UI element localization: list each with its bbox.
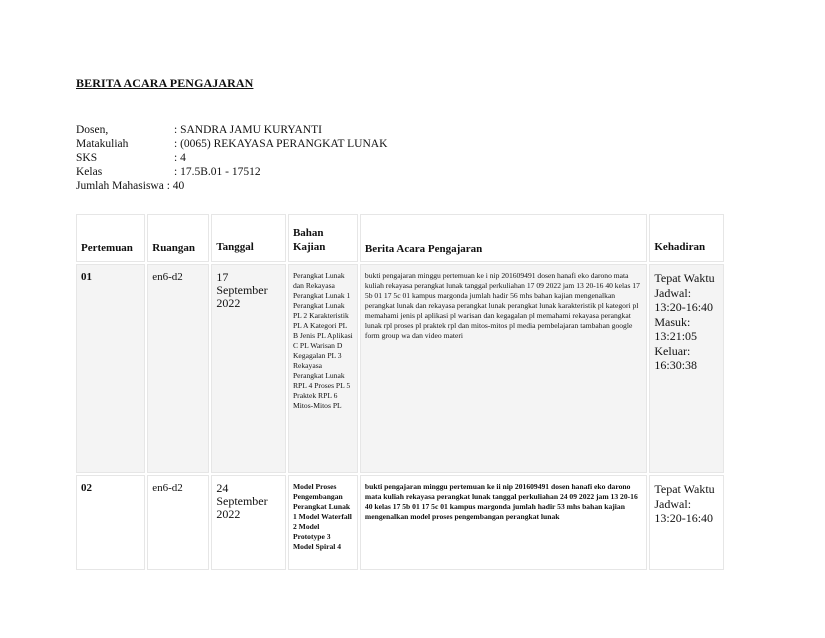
- header-berita-acara: Berita Acara Pengajaran: [360, 214, 647, 262]
- table-row: [76, 264, 724, 473]
- cell-tanggal: 24 September 2022: [211, 475, 286, 570]
- info-row-jumlah: [76, 179, 387, 193]
- matakuliah-value: : (0065) REKAYASA PERANGKAT LUNAK: [174, 138, 388, 150]
- table-header-row: [76, 214, 724, 262]
- cell-bahan-kajian: Model Proses Pengembangan Perangkat Lunak 1 Model Waterfall 2 Model Prototype 3 Model Spiral 4: [288, 475, 358, 570]
- cell-kehadiran: Tepat Waktu Jadwal: 13:20-16:40 Masuk: 13:21:05 Keluar: 16:30:38: [649, 264, 724, 473]
- header-pertemuan: Pertemuan: [76, 214, 145, 262]
- matakuliah-label: Matakuliah: [76, 138, 129, 150]
- sks-value: : 4: [174, 152, 186, 164]
- cell-tanggal: 17 September 2022: [211, 264, 286, 473]
- dosen-label: Dosen,: [76, 124, 109, 136]
- info-row-sks: [76, 151, 387, 165]
- cell-berita-acara: bukti pengajaran minggu pertemuan ke ii nip 201609491 dosen hanafi eko darono mata kuliah rekayasa perangkat lunak tanggal perkuliahan 24 09 2022 jam 13 20-16 40 kelas 17 5b 01 17 5c 01 kampus margonda jumlah hadir 53 mhs bahan kajian mengenalkan model proses pengembangan perangkat lunak: [360, 475, 647, 570]
- cell-pertemuan: 02: [76, 475, 145, 570]
- info-row-kelas: [76, 165, 387, 179]
- info-row-dosen: [76, 123, 387, 137]
- cell-ruangan: en6-d2: [147, 475, 209, 570]
- dosen-value: : SANDRA JAMU KURYANTI: [174, 124, 322, 136]
- header-ruangan: Ruangan: [147, 214, 209, 262]
- info-row-matakuliah: [76, 137, 387, 151]
- cell-berita-acara: bukti pengajaran minggu pertemuan ke i nip 201609491 dosen hanafi eko darono mata kuliah rekayasa perangkat lunak tanggal perkuliahan 17 09 2022 jam 13 20-16 40 kelas 17 5b 01 17 5c 01 kampus margonda jumlah hadir 56 mhs bahan kajian mengenalkan perangkat lunak dan rekayasa perangkat lunak perangkat lunak karakteristik pl kategori pl memahami jenis pl aplikasi pl warisan dan kegagalan pl memahami rekayasa perangkat lunak rpl proses pl praktek rpl dan mitos-mitos pl media pembelajaran tambahan google form group wa dan video materi: [360, 264, 647, 473]
- kelas-value: : 17.5B.01 - 17512: [174, 166, 261, 178]
- cell-ruangan: en6-d2: [147, 264, 209, 473]
- table-row: [76, 475, 724, 570]
- cell-bahan-kajian: Perangkat Lunak dan Rekayasa Perangkat Lunak 1 Perangkat Lunak PL 2 Karakteristik PL A Kategori PL B Jenis PL Aplikasi C PL Warisan D Kegagalan PL 3 Rekayasa Perangkat Lunak RPL 4 Proses PL 5 Praktek RPL 6 Mitos-Mitos PL: [288, 264, 358, 473]
- header-tanggal: Tanggal: [211, 214, 286, 262]
- sks-label: SKS: [76, 152, 98, 164]
- header-bahan-kajian: Bahan Kajian: [288, 214, 358, 262]
- cell-kehadiran: Tepat Waktu Jadwal: 13:20-16:40: [649, 475, 724, 570]
- kelas-label: Kelas: [76, 166, 103, 178]
- header-kehadiran: Kehadiran: [649, 214, 724, 262]
- course-info: [76, 123, 387, 193]
- teaching-report-table: [74, 212, 726, 572]
- cell-pertemuan: 01: [76, 264, 145, 473]
- jumlah-mahasiswa: Jumlah Mahasiswa : 40: [76, 180, 185, 192]
- document-title: BERITA ACARA PENGAJARAN: [76, 76, 254, 90]
